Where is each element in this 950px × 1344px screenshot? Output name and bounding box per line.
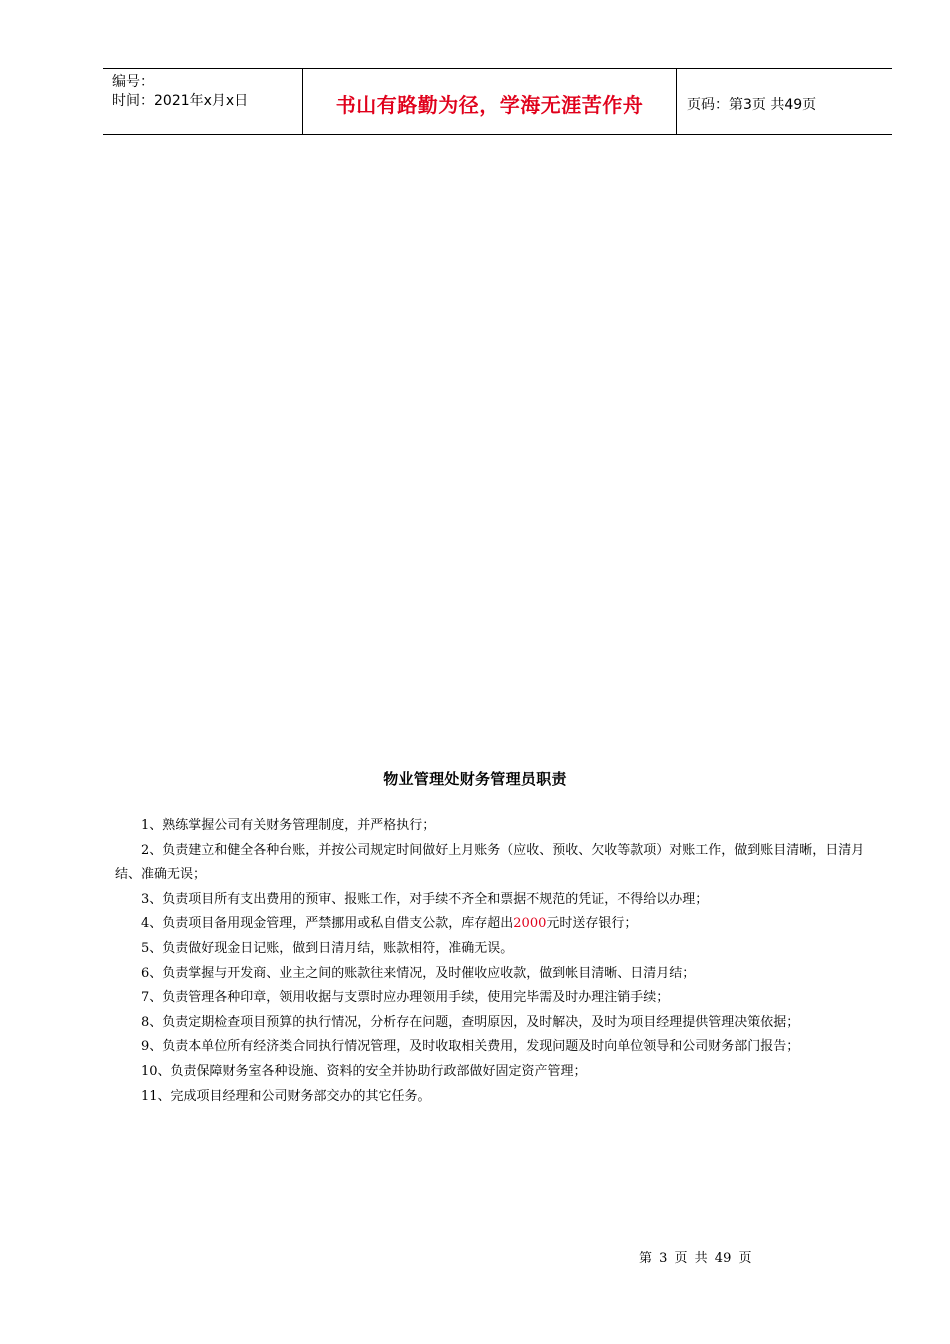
cash-limit-amount: 2000	[513, 916, 547, 932]
duty-item-6: 6、负责掌握与开发商、业主之间的账款往来情况，及时催收应收款，做到帐目清晰、日清月结；	[141, 965, 696, 981]
duty-item-8: 8、负责定期检查项目预算的执行情况，分析存在问题，查明原因，及时解决，及时为项目经理提供管理决策依据；	[141, 1014, 800, 1030]
header-motto-cell	[303, 69, 677, 134]
duty-item-1: 1、熟练掌握公司有关财务管理制度，并严格执行；	[141, 818, 436, 833]
duty-item-3: 3、负责项目所有支出费用的预审、报账工作，对手续不齐全和票据不规范的凭证，不得给以办理；	[141, 891, 709, 907]
duty-item-4-before: 4、负责项目备用现金管理，严禁挪用或私自借支公款，库存超出	[141, 916, 514, 932]
duty-item-5: 5、负责做好现金日记账，做到日清月结，账款相符，准确无误。	[141, 940, 514, 956]
duty-item-7: 7、负责管理各种印章，领用收据与支票时应办理领用手续，使用完毕需及时办理注销手续；	[141, 990, 670, 1006]
duty-item-11: 11、完成项目经理和公司财务部交办的其它任务。	[141, 1088, 431, 1104]
document-title: 物业管理处财务管理员职责	[383, 770, 567, 788]
duty-item-4	[115, 912, 890, 937]
motto-text: 书山有路勤为径，学海无涯苦作舟	[335, 93, 644, 117]
header-page-cell	[677, 69, 892, 134]
duties-list	[115, 814, 890, 1109]
header-meta-cell	[103, 69, 303, 134]
date-label: 时间：2021年x月x日	[112, 93, 249, 109]
serial-number-label: 编号：	[112, 74, 154, 90]
duty-item-9: 9、负责本单位所有经济类合同执行情况管理，及时收取相关费用，发现问题及时向单位领导和公司财务部门报告；	[141, 1039, 800, 1055]
duty-item-2: 2、负责建立和健全各种台账，并按公司规定时间做好上月账务（应收、预收、欠收等款项）对账工作，做到账目清晰，日清月结、准确无误；	[115, 842, 865, 883]
duty-item-4-after: 元时送存银行；	[546, 916, 638, 932]
page-footer: 第 3 页 共 49 页	[639, 1251, 752, 1266]
duty-item-10: 10、负责保障财务室各种设施、资料的安全并协助行政部做好固定资产管理；	[141, 1063, 587, 1079]
header-table	[103, 68, 892, 135]
page-info-text: 页码：第3页 共49页	[687, 96, 817, 113]
